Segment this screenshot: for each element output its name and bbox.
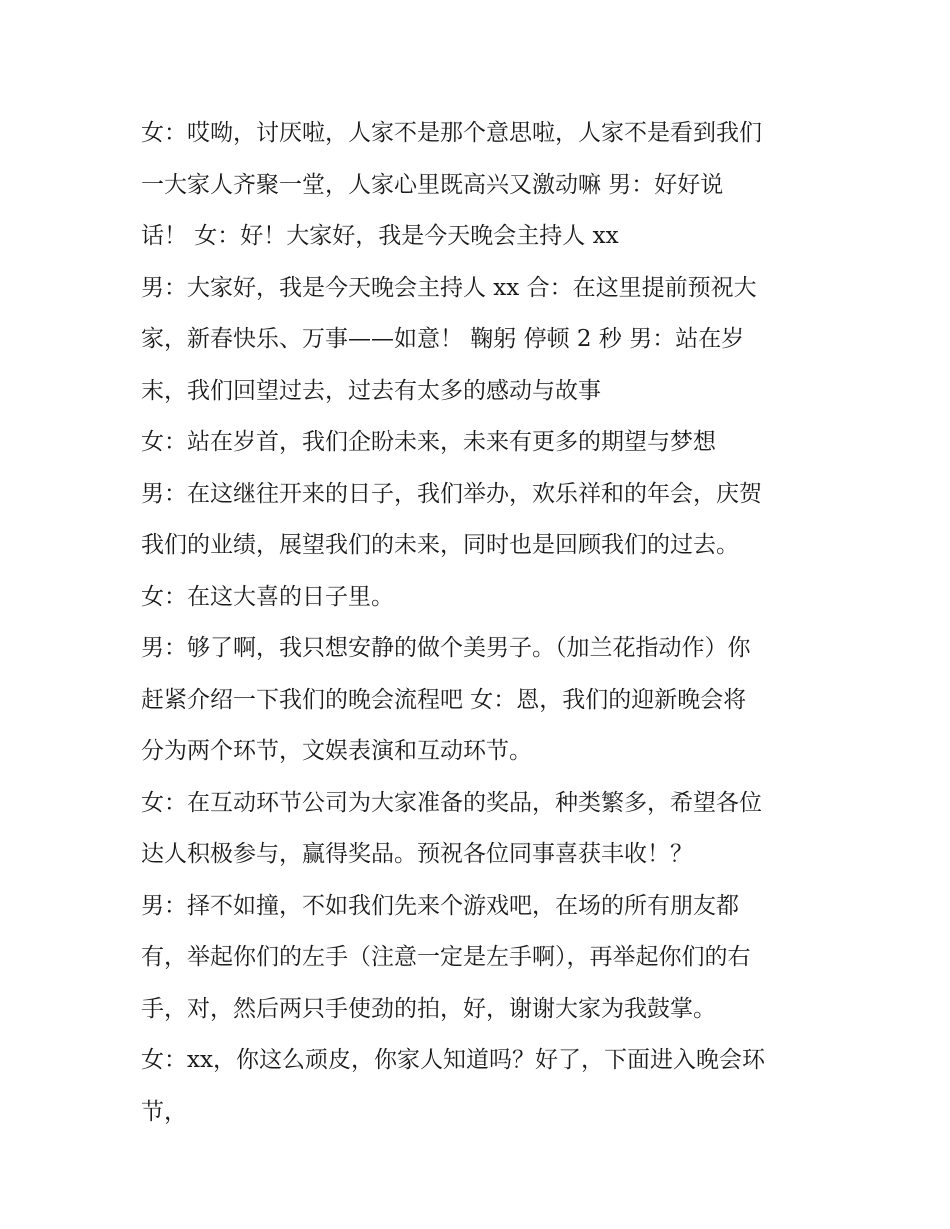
text-line: 男：在这继往开来的日子，我们举办，欢乐祥和的年会，庆贺 (141, 480, 762, 507)
text-line: 女：在这大喜的日子里。 (141, 583, 394, 610)
text-line: 分为两个环节，文娱表演和互动环节。 (141, 738, 532, 764)
text-line: 手，对，然后两只手使劲的拍，好，谢谢大家为我鼓掌。 (141, 995, 716, 1022)
text-line: 有，举起你们的左手（注意一定是左手啊），再举起你们的右 (141, 944, 751, 970)
text-line: 一大家人齐聚一堂，人家心里既高兴又激动嘛 男：好好说 (141, 171, 724, 198)
text-line: 家，新春快乐、万事——如意！ 鞠躬 停顿 2 秒 男：站在岁 (141, 326, 745, 352)
text-line: 我们的业绩，展望我们的未来，同时也是回顾我们的过去。 (141, 532, 739, 558)
text-line: 女：在互动环节公司为大家准备的奖品，种类繁多，希望各位 (141, 789, 762, 816)
text-line: 女：xx，你这么顽皮，你家人知道吗？好了，下面进入晚会环 (141, 1047, 765, 1073)
text-line: 男：大家好，我是今天晚会主持人 xx 合：在这里提前预祝大 (141, 274, 757, 301)
text-line: 女：哎呦，讨厌啦，人家不是那个意思啦，人家不是看到我们 (141, 120, 762, 146)
text-line: 话！ 女：好！大家好，我是今天晚会主持人 xx (141, 223, 619, 249)
text-line: 赶紧介绍一下我们的晚会流程吧 女：恩，我们的迎新晚会将 (141, 686, 747, 713)
text-line: 男：够了啊，我只想安静的做个美男子。（加兰花指动作）你 (141, 635, 751, 661)
text-line: 末，我们回望过去，过去有太多的感动与故事 (141, 377, 601, 404)
text-line: 节， (141, 1098, 187, 1125)
text-line: 男：择不如撞，不如我们先来个游戏吧，在场的所有朋友都 (141, 892, 739, 919)
text-line: 达人积极参与，赢得奖品。预祝各位同事喜获丰收！？ (141, 841, 693, 867)
text-line: 女：站在岁首，我们企盼未来，未来有更多的期望与梦想 (141, 429, 716, 455)
script-text-block (141, 108, 821, 1138)
